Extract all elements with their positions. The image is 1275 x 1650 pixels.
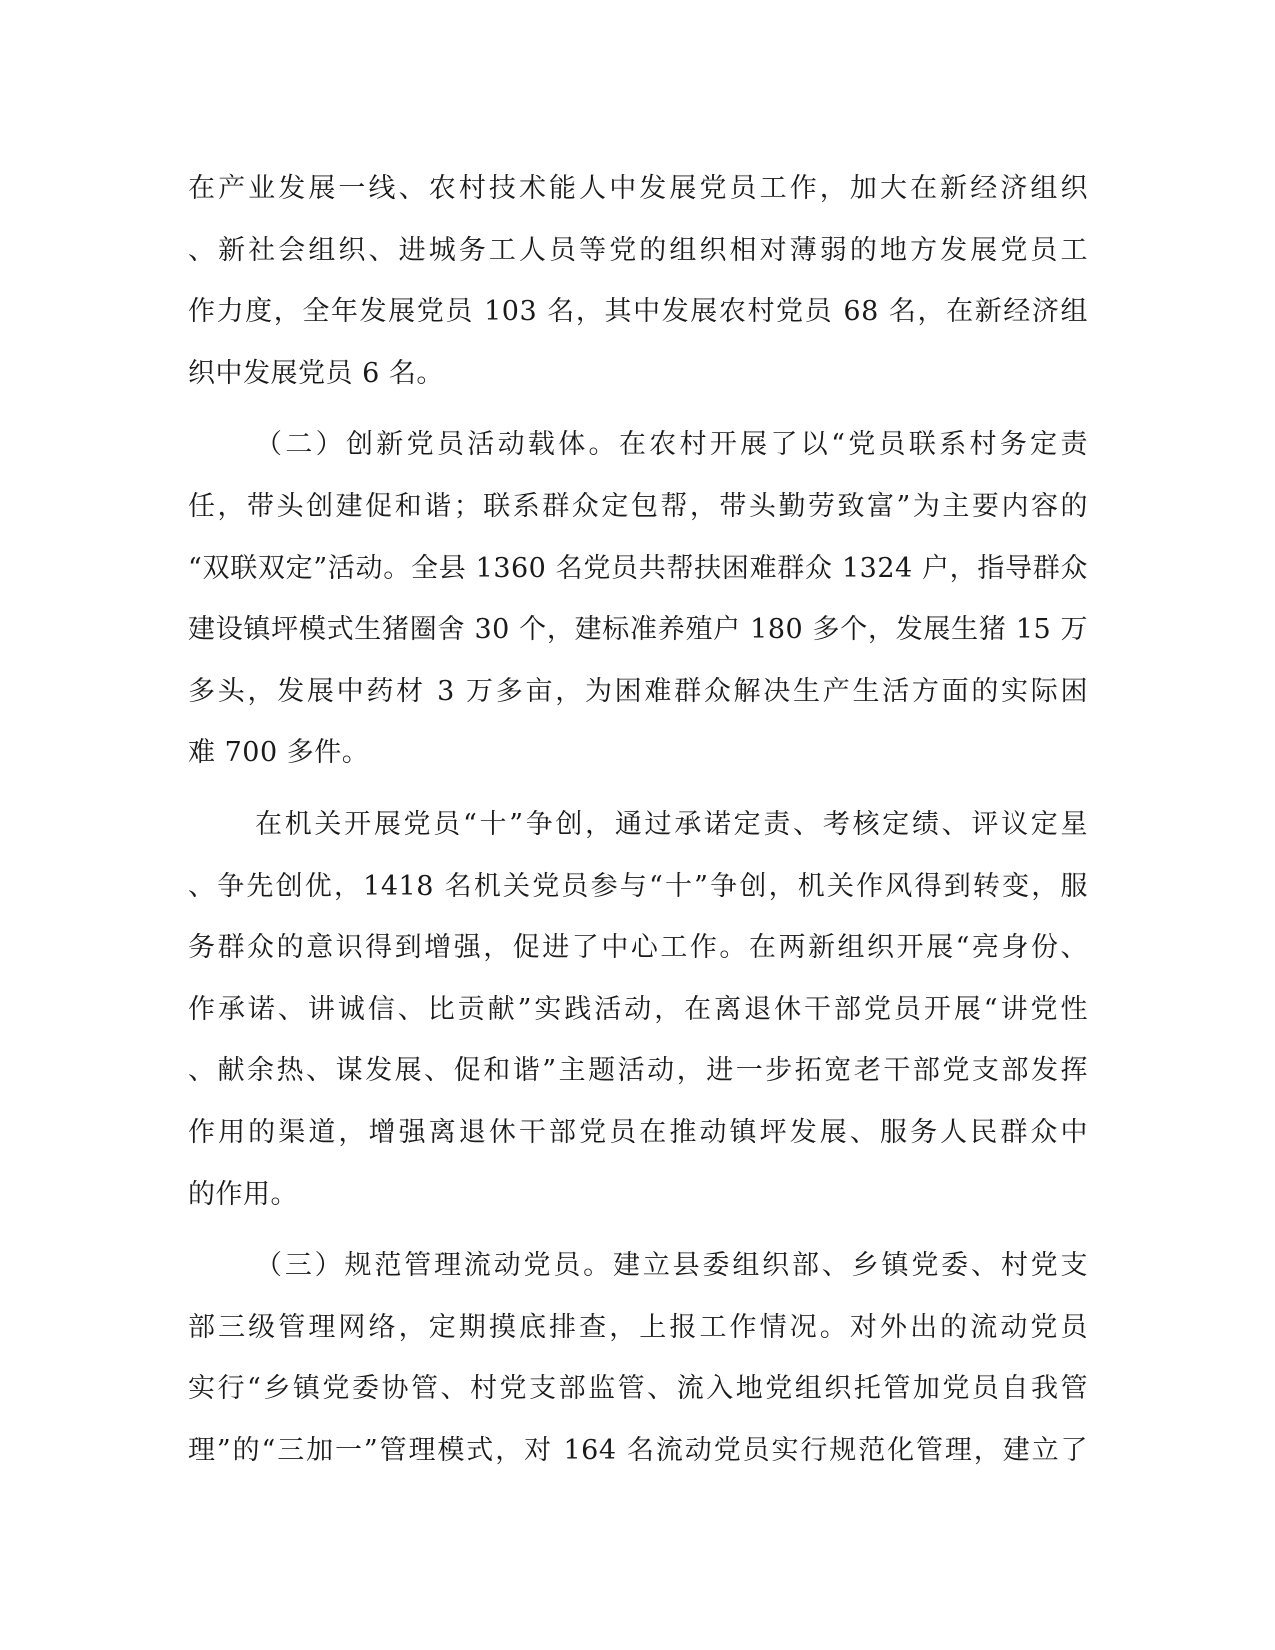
text-line: 作力度，全年发展党员 103 名，其中发展农村党员 68 名，在新经济组 (188, 296, 1088, 328)
text-line: 、争先创优，1418 名机关党员参与“十”争创，机关作风得到转变，服 (188, 870, 1088, 902)
text-line: 的作用。 (188, 1178, 298, 1210)
paragraph-government-agencies (188, 794, 1088, 1225)
text-line: 在机关开展党员“十”争创，通过承诺定责、考核定绩、评议定星 (255, 808, 1088, 840)
paragraph-activity-carriers (188, 414, 1088, 784)
text-line: 多头，发展中药材 3 万多亩，为困难群众解决生产生活方面的实际困 (188, 675, 1088, 707)
text-line: 务群众的意识得到增强，促进了中心工作。在两新组织开展“亮身份、 (188, 932, 1088, 964)
text-line: 部三级管理网络，定期摸底排查，上报工作情况。对外出的流动党员 (188, 1311, 1088, 1343)
text-line: （二）创新党员活动载体。在农村开展了以“党员联系村务定责 (255, 429, 1088, 461)
text-line: 作承诺、讲诚信、比贡献”实践活动，在离退休干部党员开展“讲党性 (188, 993, 1088, 1025)
paragraph-mobile-members (188, 1235, 1088, 1481)
text-line: “双联双定”活动。全县 1360 名党员共帮扶困难群众 1324 户，指导群众 (188, 552, 1088, 584)
text-line: 理”的“三加一”管理模式，对 164 名流动党员实行规范化管理，建立了 (188, 1434, 1088, 1466)
text-line: 在产业发展一线、农村技术能人中发展党员工作，加大在新经济组织 (188, 173, 1088, 204)
text-line: 实行“乡镇党委协管、村党支部监管、流入地党组织托管加党员自我管 (188, 1373, 1088, 1405)
text-line: 建设镇坪模式生猪圈舍 30 个，建标准养殖户 180 多个，发展生猪 15 万 (188, 614, 1088, 646)
text-line: 难 700 多件。 (188, 737, 370, 769)
text-line: 、献余热、谋发展、促和谐”主题活动，进一步拓宽老干部党支部发挥 (188, 1055, 1088, 1087)
text-line: 织中发展党员 6 名。 (188, 357, 444, 389)
text-line: 任，带头创建促和谐；联系群众定包帮，带头勤劳致富”为主要内容的 (188, 490, 1088, 522)
text-line: 、新社会组织、进城务工人员等党的组织相对薄弱的地方发展党员工 (188, 234, 1088, 266)
text-line: 作用的渠道，增强离退休干部党员在推动镇坪发展、服务人民群众中 (188, 1116, 1088, 1148)
text-line: （三）规范管理流动党员。建立县委组织部、乡镇党委、村党支 (255, 1250, 1088, 1282)
paragraph-party-member-development (188, 158, 1088, 404)
document-body (188, 158, 1088, 1481)
